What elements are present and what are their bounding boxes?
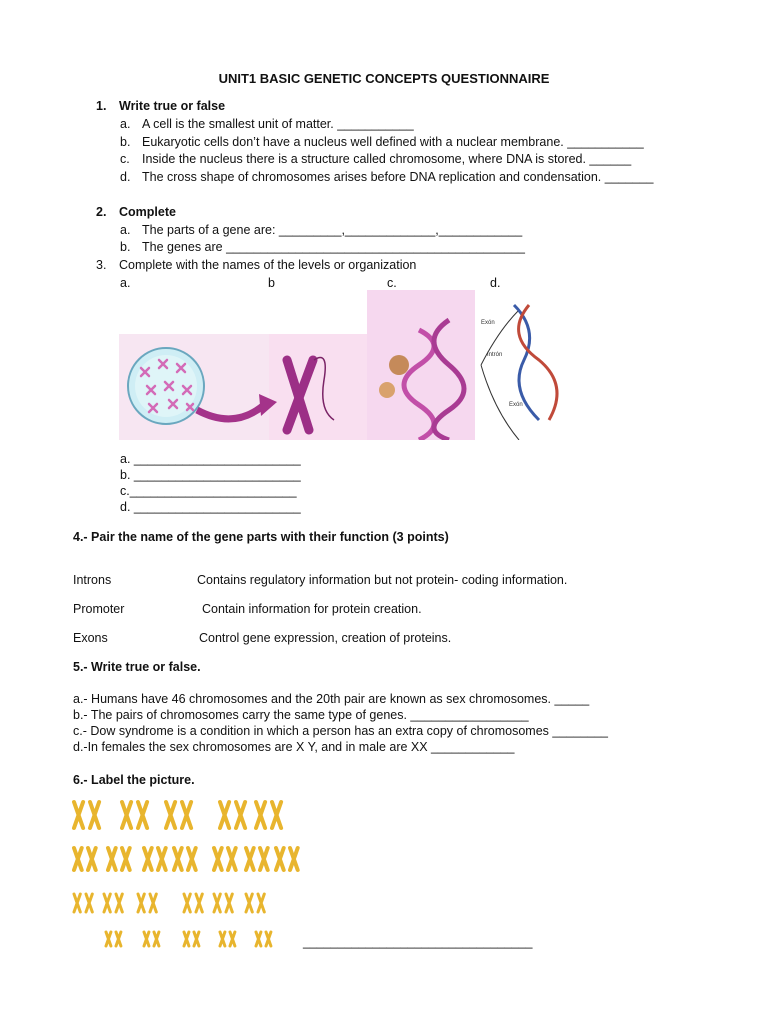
q3-answer-b[interactable]: b. ________________________: [120, 468, 301, 482]
q3-col-c: c.: [387, 276, 397, 290]
chromosome-0-1: [90, 802, 99, 828]
intron-label: Intrón: [487, 352, 503, 358]
chromosome-2-0: [74, 894, 80, 912]
q1-number: 1.: [96, 99, 107, 113]
chromosome-1-12: [276, 848, 284, 870]
chromosome-1-5: [158, 848, 166, 870]
q5-heading: 5.- Write true or false.: [73, 660, 201, 674]
chromosome-2-1: [86, 894, 92, 912]
levels-of-organization-figure: [119, 290, 579, 440]
q3-col-d: d.: [490, 276, 501, 290]
q6-heading: 6.- Label the picture.: [73, 773, 195, 787]
q1-heading: Write true or false: [119, 99, 226, 113]
chromosome-1-13: [290, 848, 298, 870]
chromosome-1-3: [122, 848, 130, 870]
chromosome-1-7: [188, 848, 196, 870]
q5-item-c: c.- Dow syndrome is a condition in which a person has an extra copy of chromosomes ________: [73, 724, 609, 738]
chromosome-2-2: [104, 894, 110, 912]
chromosome-1-4: [144, 848, 152, 870]
chromosome-3-6: [220, 932, 225, 946]
q2-number: 2.: [96, 205, 107, 219]
chromosome-0-5: [182, 802, 191, 828]
q1-letter-c: c.: [120, 152, 130, 166]
chromosome-0-7: [236, 802, 245, 828]
chromosome-2-5: [150, 894, 156, 912]
chromosome-1-9: [228, 848, 236, 870]
chromosome-0-0: [74, 802, 83, 828]
q5-item-b: b.- The pairs of chromosomes carry the same type of genes. _________________: [73, 708, 529, 722]
chromosome-0-4: [166, 802, 175, 828]
q3-answer-d[interactable]: d. ________________________: [120, 500, 301, 514]
chromosome-0-3: [138, 802, 147, 828]
chromosome-0-8: [256, 802, 265, 828]
q4-term-promoter: Promoter: [73, 602, 125, 616]
q1-item-a: A cell is the smallest unit of matter. ___________: [142, 117, 414, 131]
chromosome-1-2: [108, 848, 116, 870]
chromosome-0-6: [220, 802, 229, 828]
chromosome-2-6: [184, 894, 190, 912]
chromosome-2-9: [226, 894, 232, 912]
q3-answer-a[interactable]: a. ________________________: [120, 452, 301, 466]
chromosome-0-2: [122, 802, 131, 828]
chromosome-2-3: [116, 894, 122, 912]
q1-item-b: Eukaryotic cells don’t have a nucleus well defined with a nuclear membrane. ___________: [142, 135, 644, 149]
chromosome-1-1: [88, 848, 96, 870]
q3-col-b: b: [268, 276, 275, 290]
q4-function-3: Control gene expression, creation of proteins.: [199, 631, 452, 645]
q2-item-a: The parts of a gene are: _________,_____________,____________: [142, 223, 523, 237]
chromosome-1-10: [246, 848, 254, 870]
q2-letter-a: a.: [120, 223, 131, 237]
cell-nucleus-image: [128, 348, 204, 424]
q1-item-d: The cross shape of chromosomes arises before DNA replication and condensation. _______: [142, 170, 654, 184]
chromosome-1-11: [260, 848, 268, 870]
q4-term-exons: Exons: [73, 631, 108, 645]
chromosome-2-11: [258, 894, 264, 912]
q4-heading: 4.- Pair the name of the gene parts with their function (3 points): [73, 530, 449, 544]
q2-item-b: The genes are ___________________________________________: [142, 240, 526, 254]
q3-col-a: a.: [120, 276, 131, 290]
chromosome-3-3: [154, 932, 159, 946]
chromosome-3-5: [194, 932, 199, 946]
chromosome-2-7: [196, 894, 202, 912]
chromosome-2-10: [246, 894, 252, 912]
q1-item-c: Inside the nucleus there is a structure called chromosome, where DNA is stored. ______: [142, 152, 632, 166]
chromosome-3-1: [116, 932, 121, 946]
q6-answer-line[interactable]: _________________________________: [303, 935, 533, 949]
q3-number: 3.: [96, 258, 107, 272]
exon-label-1: Exón: [481, 320, 495, 326]
q5-item-d: d.-In females the sex chromosomes are X Y, and in male are XX ____________: [73, 740, 515, 754]
q3-answer-c[interactable]: c.________________________: [120, 484, 297, 498]
exon-label-2: Exón: [509, 402, 523, 408]
q4-term-introns: Introns: [73, 573, 112, 587]
chromosome-3-7: [230, 932, 235, 946]
chromosome-3-9: [266, 932, 271, 946]
chromosome-0-9: [272, 802, 281, 828]
q1-letter-d: d.: [120, 170, 131, 184]
chromosome-2-8: [214, 894, 220, 912]
nucleosome-graphic: [389, 355, 409, 375]
q1-letter-a: a.: [120, 117, 131, 131]
q2-heading: Complete: [119, 205, 176, 219]
chromosome-3-8: [256, 932, 261, 946]
page-title: UNIT1 BASIC GENETIC CONCEPTS QUESTIONNAIRE: [218, 71, 550, 86]
chromosome-1-6: [174, 848, 182, 870]
chromosome-3-0: [106, 932, 111, 946]
chromosome-2-4: [138, 894, 144, 912]
q5-item-a: a.- Humans have 46 chromosomes and the 20th pair are known as sex chromosomes. _____: [73, 692, 590, 706]
q2-letter-b: b.: [120, 240, 131, 254]
q4-function-1: Contains regulatory information but not protein- coding information.: [197, 573, 568, 587]
q1-letter-b: b.: [120, 135, 131, 149]
chromosome-1-8: [214, 848, 222, 870]
chromosome-1-0: [74, 848, 82, 870]
chromosome-3-4: [184, 932, 189, 946]
chromosome-3-2: [144, 932, 149, 946]
q3-heading: Complete with the names of the levels or organization: [119, 258, 417, 272]
karyotype-image: [70, 795, 320, 955]
q4-function-2: Contain information for protein creation.: [202, 602, 422, 616]
